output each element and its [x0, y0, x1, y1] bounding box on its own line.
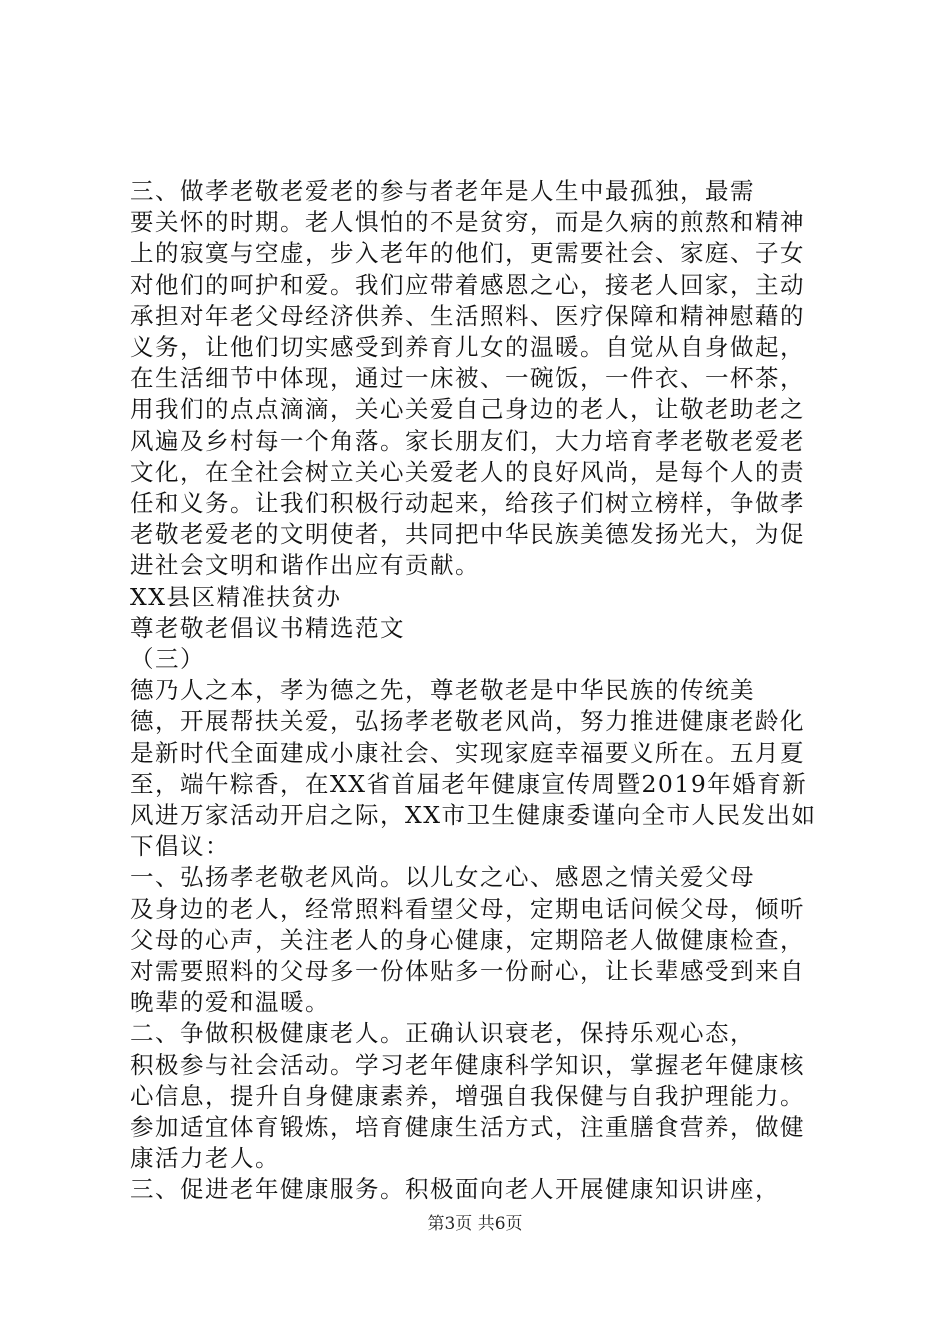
page-footer: 第3页 共6页 — [427, 1214, 523, 1234]
text-line: 承担对年老父母经济供养、生活照料、医疗保障和精神慰藉的 — [130, 301, 805, 330]
text-line: 风进万家活动开启之际，XX市卫生健康委谨向全市人民发出如 — [130, 801, 817, 829]
text-line: 积极参与社会活动。学习老年健康科学知识，掌握老年健康核 — [130, 1050, 805, 1079]
text-line: 德，开展帮扶关爱，弘扬孝老敬老风尚，努力推进健康老龄化 — [130, 707, 805, 736]
text-line: 一、弘扬孝老敬老风尚。以儿女之心、感恩之情关爱父母 — [130, 863, 755, 892]
text-line: 父母的心声，关注老人的身心健康，定期陪老人做健康检查， — [130, 925, 805, 954]
section-number: （三） — [130, 645, 205, 673]
text-line: 康活力老人。 — [130, 1144, 280, 1173]
text-line: 参加适宜体育锻炼，培育健康生活方式，注重膳食营养，做健 — [130, 1113, 805, 1141]
text-line: 下倡议： — [130, 832, 230, 861]
text-line: 二、争做积极健康老人。正确认识衰老，保持乐观心态， — [130, 1019, 755, 1048]
text-line: 德乃人之本，孝为德之先，尊老敬老是中华民族的传统美 — [130, 676, 755, 705]
text-line: 及身边的老人，经常照料看望父母，定期电话问候父母，倾听 — [130, 894, 805, 923]
section-title: 尊老敬老倡议书精选范文 — [130, 613, 405, 642]
text-line: 三、促进老年健康服务。积极面向老人开展健康知识讲座， — [130, 1175, 780, 1204]
text-line: 老敬老爱老的文明使者，共同把中华民族美德发扬光大，为促 — [130, 520, 805, 549]
text-line: 要关怀的时期。老人惧怕的不是贫穷，而是久病的煎熬和精神 — [130, 208, 805, 237]
text-line: 义务，让他们切实感受到养育儿女的温暖。自觉从自身做起， — [130, 333, 805, 361]
text-line: 三、做孝老敬老爱老的参与者老年是人生中最孤独，最需 — [130, 177, 755, 205]
text-line: 对他们的呵护和爱。我们应带着感恩之心，接老人回家，主动 — [130, 270, 805, 299]
text-line: 文化，在全社会树立关心关爱老人的良好风尚，是每个人的责 — [130, 457, 805, 486]
text-line: 对需要照料的父母多一份体贴多一份耐心，让长辈感受到来自 — [130, 957, 805, 985]
text-line: 至，端午粽香，在XX省首届老年健康宣传周暨2019年婚育新 — [130, 769, 808, 798]
text-line: 晚辈的爱和温暖。 — [130, 988, 330, 1017]
text-line: 在生活细节中体现，通过一床被、一碗饭，一件衣、一杯茶， — [130, 364, 805, 393]
text-line: 任和义务。让我们积极行动起来，给孩子们树立榜样，争做孝 — [130, 489, 805, 517]
text-line: 用我们的点点滴滴，关心关爱自己身边的老人，让敬老助老之 — [130, 395, 805, 424]
text-line: 上的寂寞与空虚，步入老年的他们，更需要社会、家庭、子女 — [130, 239, 805, 268]
text-line: 进社会文明和谐作出应有贡献。 — [130, 551, 480, 580]
text-line: 心信息，提升自身健康素养，增强自我保健与自我护理能力。 — [130, 1081, 805, 1110]
text-line: 风遍及乡村每一个角落。家长朋友们，大力培育孝老敬老爱老 — [130, 426, 805, 455]
text-line: 是新时代全面建成小康社会、实现家庭幸福要义所在。五月夏 — [130, 738, 805, 767]
signature-line: XX县区精准扶贫办 — [130, 582, 342, 611]
